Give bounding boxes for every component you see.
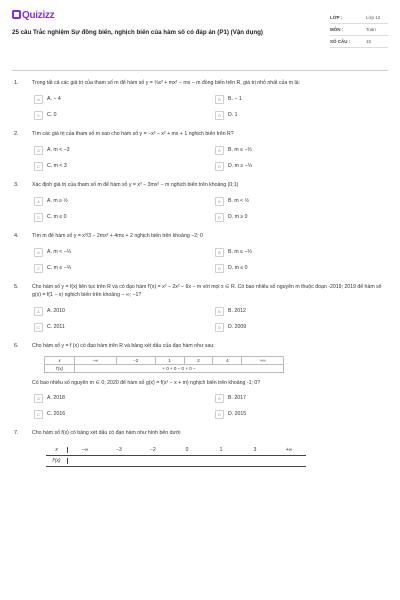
meta-row (330, 24, 388, 36)
answer-letter-box[interactable]: A (34, 307, 43, 316)
meta-value: 15 (366, 39, 372, 44)
answer-option[interactable] (34, 409, 207, 419)
sign-table-x-value: 1 (155, 357, 184, 365)
answer-text: D. m ≥ −⅓ (228, 163, 253, 169)
answer-text: C. m < 3 (47, 163, 67, 169)
sign-table-2 (46, 445, 306, 467)
answer-letter-box[interactable]: B (215, 146, 224, 155)
answer-option[interactable] (215, 322, 388, 332)
answer-letter-box[interactable]: D (215, 111, 224, 120)
question-line (12, 342, 388, 350)
answer-option[interactable] (34, 161, 207, 171)
answer-options (34, 393, 388, 419)
sign-table-x-value: +∞ (242, 357, 284, 365)
question-number: 1. (14, 80, 19, 86)
answer-option[interactable] (215, 263, 388, 273)
answer-letter-box[interactable]: D (215, 323, 224, 332)
answer-options (34, 247, 388, 273)
answer-option[interactable] (34, 94, 207, 104)
answer-text: A. 2018 (47, 395, 65, 401)
answer-option[interactable] (215, 409, 388, 419)
answer-options (34, 196, 388, 222)
sign-table-x-value: −∞ (75, 357, 117, 365)
answer-text: B. 2017 (228, 395, 246, 401)
answer-option[interactable] (34, 306, 207, 316)
answer-text: C. 0 (47, 112, 57, 118)
question (12, 429, 388, 467)
answer-letter-box[interactable]: C (34, 264, 43, 273)
meta-key: LỚP : (330, 15, 343, 20)
answer-letter-box[interactable]: B (215, 307, 224, 316)
answer-text: B. 2012 (228, 308, 246, 314)
answer-letter-box[interactable]: D (215, 410, 224, 419)
answer-option[interactable] (34, 263, 207, 273)
answer-letter-box[interactable]: D (215, 264, 224, 273)
answer-text: D. m ≥ 0 (228, 214, 248, 220)
header-left (12, 10, 263, 36)
answer-text: D. 1 (228, 112, 238, 118)
sign-table-2-x-row (46, 445, 306, 456)
question-text: Cho hàm số y = f (x) có đạo hàm trên R và bảng xét dấu của đạo hàm như sau: (32, 343, 215, 349)
question-line (12, 429, 388, 437)
meta-key: SỐ CÂU : (330, 39, 351, 44)
question-number: 5. (14, 284, 19, 290)
meta-panel (330, 12, 388, 48)
question-text: Cho hàm số f(x) có bảng xét dấu có đạo hàm như hình bên dưới (32, 430, 181, 436)
answer-option[interactable] (34, 247, 207, 257)
question-text: Xác định giá trị của tham số m để hàm số y = x³ − 3mx² − m nghịch biến trên khoảng (0;1) (32, 182, 239, 188)
answer-option[interactable] (34, 145, 207, 155)
question (12, 232, 388, 273)
sign-table-2-x-value: 0 (185, 447, 189, 453)
question (12, 181, 388, 222)
header-divider (12, 70, 388, 71)
answer-option[interactable] (215, 196, 388, 206)
answer-option[interactable] (215, 94, 388, 104)
answer-text: D. m ≤ 0 (228, 265, 248, 271)
answer-text: C. m ≤ −⅔ (47, 265, 72, 271)
answer-option[interactable] (34, 393, 207, 403)
answer-option[interactable] (215, 161, 388, 171)
meta-row (330, 36, 388, 48)
question-line (12, 283, 388, 299)
sign-table-2-x-head: x (46, 447, 68, 453)
answer-option[interactable] (34, 212, 207, 222)
answer-option[interactable] (215, 247, 388, 257)
logo-q-icon (12, 10, 21, 19)
question-list (12, 79, 388, 467)
answer-option[interactable] (34, 322, 207, 332)
answer-text: A. m < −3 (47, 147, 70, 153)
sign-table-2-x-value: −∞ (81, 447, 89, 453)
question-number: 7. (14, 430, 19, 436)
sign-table-2-f-row (46, 456, 306, 467)
answer-text: B. − 1 (228, 96, 242, 102)
answer-option[interactable] (34, 196, 207, 206)
answer-text: B. m < ½ (228, 198, 249, 204)
meta-value: Lớp 12 (366, 15, 381, 20)
sign-table-signs: + 0 + 0 − 0 + 0 − (75, 365, 284, 373)
answer-text: C. 2011 (47, 324, 65, 330)
answer-text: B. m ≤ −⅓ (228, 249, 252, 255)
question-line (12, 79, 388, 87)
question (12, 130, 388, 171)
sign-table (44, 356, 284, 373)
answer-text: A. − 4 (47, 96, 61, 102)
answer-option[interactable] (215, 110, 388, 120)
answer-options (34, 306, 388, 332)
meta-value: Toán (366, 27, 376, 32)
answer-options (34, 145, 388, 171)
meta-row (330, 12, 388, 24)
answer-option[interactable] (215, 393, 388, 403)
answer-letter-box[interactable]: C (34, 410, 43, 419)
answer-letter-box[interactable]: B (215, 394, 224, 403)
sign-table-2-x-value: +∞ (285, 447, 293, 453)
answer-text: B. m ≤ −⅓ (228, 147, 252, 153)
sign-table-x-value: 4 (213, 357, 242, 365)
question-line (12, 181, 388, 189)
answer-text: D. 2015 (228, 411, 247, 417)
question-number: 4. (14, 233, 19, 239)
sign-table-x-head: x (45, 357, 75, 365)
answer-text: A. m < −⅓ (47, 249, 71, 255)
document-title: 25 câu Trắc nghiệm Sự đồng biến, nghịch biến của hàm số có đáp án (P1) (Vận dụng) (12, 29, 263, 36)
question (12, 79, 388, 120)
sign-table-2-x-value: −2 (150, 447, 156, 453)
answer-letter-box[interactable]: B (215, 95, 224, 104)
sign-table-2-x-value: 3 (253, 447, 257, 453)
answer-letter-box[interactable]: C (34, 323, 43, 332)
answer-letter-box[interactable]: A (34, 146, 43, 155)
answer-option[interactable] (215, 145, 388, 155)
answer-letter-box[interactable]: B (215, 197, 224, 206)
sign-table-f-head: f′(x) (45, 365, 75, 373)
question-text: Trong tất cả các giá trị của tham số m để hàm số y = ⅓x³ + mx² − mx − m đồng biến trên R, giá trị nhỏ nhất của m là: (32, 80, 300, 86)
answer-text: A. 2010 (47, 308, 65, 314)
answer-letter-box[interactable]: A (34, 394, 43, 403)
question-subtext: Có bao nhiêu số nguyên m ∈ 0; 2020 để hàm số g(x) = f(x² − x + m) nghịch biến trên khoảng -1; 0? (32, 380, 261, 386)
answer-letter-box[interactable]: A (34, 197, 43, 206)
question (12, 283, 388, 332)
answer-options (34, 94, 388, 120)
answer-letter-box[interactable]: B (215, 248, 224, 257)
meta-key: MÔN : (330, 27, 344, 32)
answer-text: C. m ≤ 0 (47, 214, 67, 220)
question-line (12, 232, 388, 240)
answer-option[interactable] (215, 306, 388, 316)
question-number: 3. (14, 182, 19, 188)
answer-option[interactable] (215, 212, 388, 222)
answer-letter-box[interactable]: D (215, 213, 224, 222)
answer-letter-box[interactable]: A (34, 95, 43, 104)
question-number: 2. (14, 131, 19, 137)
answer-text: D. 2009 (228, 324, 247, 330)
question-line (12, 130, 388, 138)
sign-table-2-f-head: f′(x) (46, 458, 68, 464)
answer-text: A. m ≥ ½ (47, 198, 68, 204)
answer-letter-box[interactable]: A (34, 248, 43, 257)
question-number: 6. (14, 343, 19, 349)
answer-letter-box[interactable]: C (34, 162, 43, 171)
question-text: Cho hàm số y = f(x) liên tục trên R và có đạo hàm f′(x) = x² − 2x² − 6x − m với mọi x ∈ R. Có bao nhiêu số nguyên m thuộc đoạn -2019; 2019 để hàm số g(x) = f(1 − x) nghịch biến trên khoảng − ∞; −1? (32, 284, 382, 298)
sign-table-x-value: 2 (184, 357, 213, 365)
question (12, 342, 388, 419)
answer-letter-box[interactable]: C (34, 111, 43, 120)
answer-text: C. 2016 (47, 411, 66, 417)
sign-table-2-x-value: −3 (116, 447, 122, 453)
sign-table-2-x-value: 1 (219, 447, 223, 453)
answer-option[interactable] (34, 110, 207, 120)
worksheet-header (12, 10, 388, 68)
question-text: Tìm các giá trị của tham số m sao cho hàm số y = −x³ − x² + mx + 1 nghịch biến trên R? (32, 131, 234, 137)
quizizz-logo[interactable]: Quizizz (12, 10, 263, 21)
question-text: Tìm m để hàm số y = x³/3 − 2mx² + 4mx + 2 nghịch biến trên khoảng −2; 0 (32, 233, 203, 239)
answer-letter-box[interactable]: C (34, 213, 43, 222)
answer-letter-box[interactable]: D (215, 162, 224, 171)
sign-table-x-value: −2 (116, 357, 155, 365)
